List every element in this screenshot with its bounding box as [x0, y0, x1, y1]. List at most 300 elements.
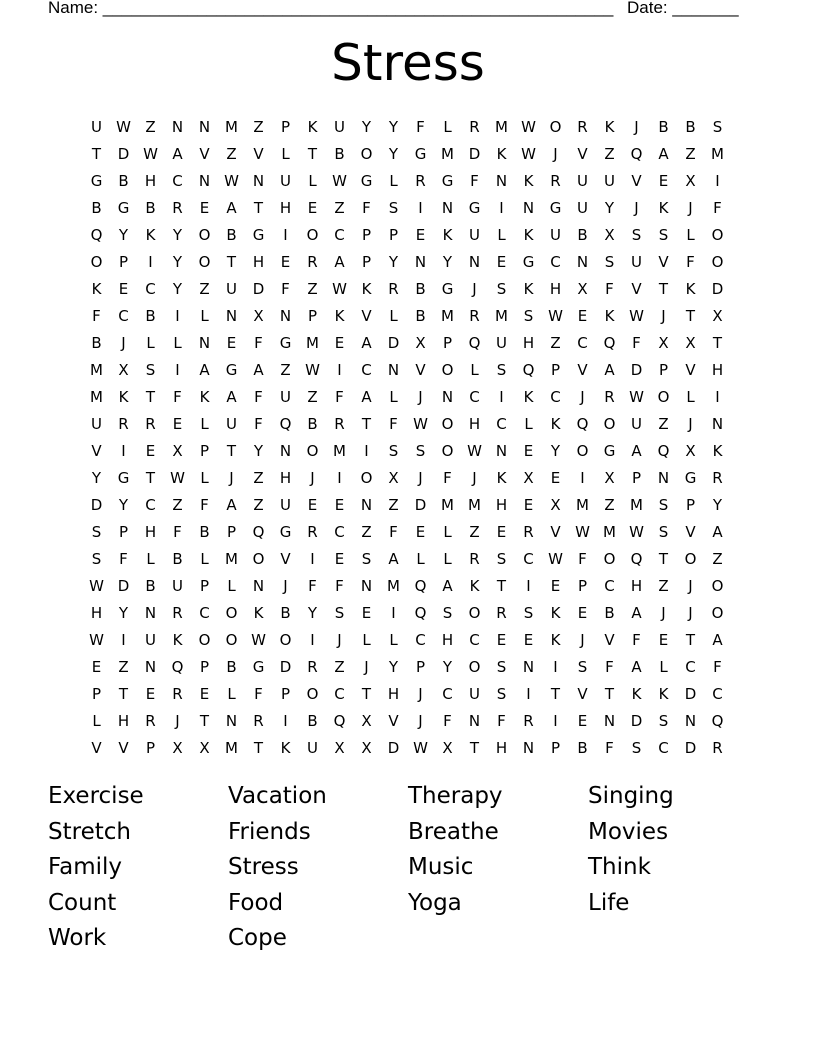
grid-letter[interactable]: I: [391, 603, 396, 622]
grid-letter[interactable]: V: [118, 738, 129, 757]
grid-letter[interactable]: N: [198, 333, 211, 352]
grid-letter[interactable]: J: [121, 333, 126, 352]
grid-letter[interactable]: X: [172, 441, 183, 460]
grid-letter[interactable]: N: [468, 252, 481, 271]
grid-letter[interactable]: Z: [469, 522, 480, 541]
grid-letter[interactable]: Z: [118, 657, 129, 676]
grid-letter[interactable]: L: [200, 549, 209, 568]
grid-letter[interactable]: L: [92, 711, 101, 730]
grid-letter[interactable]: Y: [550, 441, 561, 460]
grid-letter[interactable]: P: [145, 738, 156, 757]
grid-letter[interactable]: O: [684, 549, 697, 568]
grid-letter[interactable]: L: [443, 549, 452, 568]
grid-letter[interactable]: Q: [603, 333, 616, 352]
grid-letter[interactable]: K: [658, 198, 669, 217]
grid-letter[interactable]: Y: [172, 252, 183, 271]
grid-letter[interactable]: B: [577, 738, 588, 757]
grid-letter[interactable]: M: [495, 117, 508, 136]
grid-letter[interactable]: W: [467, 441, 482, 460]
grid-letter[interactable]: C: [199, 603, 210, 622]
grid-letter[interactable]: A: [226, 387, 237, 406]
grid-letter[interactable]: T: [361, 684, 372, 703]
grid-letter[interactable]: C: [118, 306, 129, 325]
grid-letter[interactable]: E: [280, 252, 291, 271]
grid-letter[interactable]: V: [91, 441, 102, 460]
grid-letter[interactable]: F: [308, 576, 317, 595]
grid-letter[interactable]: K: [523, 225, 534, 244]
grid-letter[interactable]: W: [521, 144, 536, 163]
grid-letter[interactable]: U: [226, 414, 237, 433]
grid-letter[interactable]: D: [279, 657, 292, 676]
grid-letter[interactable]: V: [280, 549, 291, 568]
grid-letter[interactable]: D: [117, 576, 130, 595]
grid-letter[interactable]: Y: [388, 144, 399, 163]
grid-letter[interactable]: E: [523, 495, 534, 514]
grid-letter[interactable]: F: [281, 279, 290, 298]
grid-letter[interactable]: G: [90, 171, 103, 190]
grid-letter[interactable]: I: [553, 657, 558, 676]
grid-letter[interactable]: O: [360, 468, 373, 487]
grid-letter[interactable]: P: [442, 333, 453, 352]
grid-letter[interactable]: P: [307, 306, 318, 325]
grid-letter[interactable]: P: [361, 252, 372, 271]
grid-letter[interactable]: X: [685, 171, 696, 190]
grid-letter[interactable]: G: [468, 198, 481, 217]
grid-letter[interactable]: W: [251, 630, 266, 649]
grid-letter[interactable]: N: [495, 171, 508, 190]
grid-letter[interactable]: S: [523, 603, 534, 622]
grid-letter[interactable]: Z: [550, 333, 561, 352]
grid-letter[interactable]: B: [226, 657, 237, 676]
grid-letter[interactable]: S: [631, 738, 642, 757]
grid-letter[interactable]: I: [148, 252, 153, 271]
grid-letter[interactable]: I: [283, 225, 288, 244]
grid-letter[interactable]: Y: [442, 252, 453, 271]
grid-letter[interactable]: P: [118, 522, 129, 541]
grid-letter[interactable]: F: [92, 306, 101, 325]
grid-letter[interactable]: N: [657, 468, 670, 487]
grid-letter[interactable]: S: [712, 117, 723, 136]
grid-letter[interactable]: E: [172, 414, 183, 433]
grid-letter[interactable]: N: [387, 360, 400, 379]
grid-letter[interactable]: B: [199, 522, 210, 541]
grid-letter[interactable]: K: [523, 387, 534, 406]
grid-letter[interactable]: A: [658, 144, 669, 163]
grid-letter[interactable]: L: [443, 117, 452, 136]
grid-letter[interactable]: D: [387, 333, 400, 352]
grid-letter[interactable]: N: [522, 657, 535, 676]
grid-letter[interactable]: P: [577, 576, 588, 595]
grid-letter[interactable]: I: [526, 684, 531, 703]
grid-letter[interactable]: I: [175, 360, 180, 379]
grid-letter[interactable]: A: [361, 333, 372, 352]
grid-letter[interactable]: I: [715, 171, 720, 190]
grid-letter[interactable]: S: [388, 441, 399, 460]
date-field-label[interactable]: Date: _______: [627, 0, 739, 17]
grid-letter[interactable]: B: [145, 198, 156, 217]
grid-letter[interactable]: Q: [333, 711, 346, 730]
grid-letter[interactable]: U: [577, 198, 588, 217]
grid-letter[interactable]: E: [361, 603, 372, 622]
grid-letter[interactable]: L: [389, 387, 398, 406]
grid-letter[interactable]: J: [661, 306, 666, 325]
grid-letter[interactable]: L: [416, 549, 425, 568]
grid-letter[interactable]: A: [253, 360, 264, 379]
grid-letter[interactable]: N: [414, 252, 427, 271]
grid-letter[interactable]: W: [629, 306, 644, 325]
grid-letter[interactable]: K: [550, 630, 561, 649]
grid-letter[interactable]: V: [577, 684, 588, 703]
grid-letter[interactable]: V: [415, 360, 426, 379]
grid-letter[interactable]: U: [91, 117, 102, 136]
grid-letter[interactable]: Z: [334, 657, 345, 676]
grid-letter[interactable]: F: [362, 198, 371, 217]
grid-letter[interactable]: P: [631, 468, 642, 487]
grid-letter[interactable]: O: [441, 360, 454, 379]
grid-letter[interactable]: U: [631, 414, 642, 433]
grid-letter[interactable]: A: [631, 441, 642, 460]
grid-letter[interactable]: A: [334, 252, 345, 271]
grid-letter[interactable]: F: [497, 711, 506, 730]
grid-letter[interactable]: Y: [361, 117, 372, 136]
grid-letter[interactable]: X: [604, 468, 615, 487]
grid-letter[interactable]: O: [441, 441, 454, 460]
grid-letter[interactable]: P: [361, 225, 372, 244]
grid-letter[interactable]: T: [226, 441, 237, 460]
grid-letter[interactable]: C: [496, 414, 507, 433]
grid-letter[interactable]: T: [550, 684, 561, 703]
grid-letter[interactable]: D: [684, 684, 697, 703]
grid-letter[interactable]: X: [118, 360, 129, 379]
grid-letter[interactable]: Y: [604, 198, 615, 217]
grid-letter[interactable]: Q: [468, 333, 481, 352]
grid-letter[interactable]: U: [496, 333, 507, 352]
grid-letter[interactable]: I: [418, 198, 423, 217]
grid-letter[interactable]: S: [658, 711, 669, 730]
grid-letter[interactable]: L: [686, 387, 695, 406]
grid-letter[interactable]: F: [713, 198, 722, 217]
grid-letter[interactable]: U: [226, 279, 237, 298]
grid-letter[interactable]: K: [496, 468, 507, 487]
grid-letter[interactable]: C: [604, 576, 615, 595]
grid-letter[interactable]: T: [361, 414, 372, 433]
grid-letter[interactable]: O: [279, 630, 292, 649]
grid-letter[interactable]: N: [441, 198, 454, 217]
grid-letter[interactable]: G: [252, 657, 265, 676]
grid-letter[interactable]: Z: [253, 495, 264, 514]
grid-letter[interactable]: U: [145, 630, 156, 649]
grid-letter[interactable]: W: [521, 117, 536, 136]
grid-letter[interactable]: R: [712, 738, 723, 757]
grid-letter[interactable]: F: [578, 549, 587, 568]
grid-letter[interactable]: E: [415, 225, 426, 244]
grid-letter[interactable]: B: [280, 603, 291, 622]
grid-letter[interactable]: O: [603, 414, 616, 433]
grid-letter[interactable]: L: [200, 414, 209, 433]
grid-letter[interactable]: S: [658, 225, 669, 244]
grid-letter[interactable]: Z: [604, 144, 615, 163]
grid-letter[interactable]: R: [550, 171, 561, 190]
grid-letter[interactable]: T: [469, 738, 480, 757]
grid-letter[interactable]: W: [89, 576, 104, 595]
grid-letter[interactable]: F: [443, 468, 452, 487]
grid-letter[interactable]: G: [414, 144, 427, 163]
grid-letter[interactable]: B: [145, 306, 156, 325]
grid-letter[interactable]: B: [118, 171, 129, 190]
grid-letter[interactable]: Z: [334, 198, 345, 217]
grid-letter[interactable]: X: [523, 468, 534, 487]
grid-letter[interactable]: W: [143, 144, 158, 163]
grid-letter[interactable]: H: [117, 711, 130, 730]
grid-letter[interactable]: C: [523, 549, 534, 568]
grid-letter[interactable]: O: [198, 252, 211, 271]
grid-letter[interactable]: A: [226, 495, 237, 514]
grid-letter[interactable]: L: [200, 468, 209, 487]
grid-letter[interactable]: H: [387, 684, 400, 703]
grid-letter[interactable]: H: [522, 333, 535, 352]
grid-letter[interactable]: W: [575, 522, 590, 541]
grid-letter[interactable]: C: [469, 630, 480, 649]
grid-letter[interactable]: R: [496, 603, 507, 622]
grid-letter[interactable]: N: [441, 387, 454, 406]
grid-letter[interactable]: R: [307, 522, 318, 541]
grid-letter[interactable]: X: [685, 441, 696, 460]
grid-letter[interactable]: I: [553, 711, 558, 730]
grid-letter[interactable]: L: [362, 630, 371, 649]
grid-letter[interactable]: I: [310, 549, 315, 568]
grid-letter[interactable]: H: [90, 603, 103, 622]
grid-letter[interactable]: S: [334, 603, 345, 622]
grid-letter[interactable]: O: [603, 549, 616, 568]
grid-letter[interactable]: E: [334, 333, 345, 352]
grid-letter[interactable]: Q: [252, 522, 265, 541]
grid-letter[interactable]: H: [279, 198, 292, 217]
grid-letter[interactable]: S: [145, 360, 156, 379]
grid-letter[interactable]: I: [121, 441, 126, 460]
grid-letter[interactable]: L: [200, 306, 209, 325]
grid-letter[interactable]: O: [576, 441, 589, 460]
grid-letter[interactable]: O: [711, 603, 724, 622]
grid-letter[interactable]: L: [389, 306, 398, 325]
grid-letter[interactable]: D: [90, 495, 103, 514]
grid-letter[interactable]: M: [441, 495, 454, 514]
grid-letter[interactable]: F: [200, 495, 209, 514]
grid-letter[interactable]: W: [548, 549, 563, 568]
grid-letter[interactable]: D: [630, 711, 643, 730]
grid-letter[interactable]: I: [580, 468, 585, 487]
grid-letter[interactable]: L: [497, 225, 506, 244]
grid-letter[interactable]: O: [549, 117, 562, 136]
grid-letter[interactable]: E: [550, 576, 561, 595]
grid-letter[interactable]: N: [279, 306, 292, 325]
grid-letter[interactable]: F: [632, 333, 641, 352]
grid-letter[interactable]: G: [441, 171, 454, 190]
grid-letter[interactable]: O: [306, 684, 319, 703]
grid-letter[interactable]: J: [688, 576, 693, 595]
grid-letter[interactable]: W: [305, 360, 320, 379]
grid-letter[interactable]: F: [686, 252, 695, 271]
grid-letter[interactable]: M: [225, 549, 238, 568]
grid-letter[interactable]: J: [688, 603, 693, 622]
grid-letter[interactable]: I: [499, 387, 504, 406]
grid-letter[interactable]: Q: [630, 549, 643, 568]
grid-letter[interactable]: J: [418, 684, 423, 703]
grid-letter[interactable]: Y: [442, 657, 453, 676]
grid-letter[interactable]: P: [388, 225, 399, 244]
grid-letter[interactable]: Y: [118, 603, 129, 622]
grid-letter[interactable]: B: [226, 225, 237, 244]
grid-letter[interactable]: J: [688, 198, 693, 217]
grid-letter[interactable]: M: [711, 144, 724, 163]
grid-letter[interactable]: C: [469, 387, 480, 406]
grid-letter[interactable]: L: [524, 414, 533, 433]
grid-letter[interactable]: X: [199, 738, 210, 757]
grid-letter[interactable]: T: [145, 468, 156, 487]
grid-letter[interactable]: F: [254, 333, 263, 352]
grid-letter[interactable]: D: [468, 144, 481, 163]
grid-letter[interactable]: K: [469, 576, 480, 595]
grid-letter[interactable]: O: [711, 225, 724, 244]
grid-letter[interactable]: X: [442, 738, 453, 757]
grid-letter[interactable]: I: [283, 711, 288, 730]
grid-letter[interactable]: L: [308, 171, 317, 190]
grid-letter[interactable]: K: [658, 684, 669, 703]
grid-letter[interactable]: O: [198, 225, 211, 244]
grid-letter[interactable]: M: [225, 738, 238, 757]
grid-letter[interactable]: K: [442, 225, 453, 244]
grid-letter[interactable]: Z: [361, 522, 372, 541]
grid-letter[interactable]: U: [631, 252, 642, 271]
grid-letter[interactable]: C: [145, 495, 156, 514]
grid-letter[interactable]: S: [91, 522, 102, 541]
grid-letter[interactable]: P: [199, 441, 210, 460]
grid-letter[interactable]: K: [685, 279, 696, 298]
grid-letter[interactable]: A: [712, 522, 723, 541]
grid-letter[interactable]: C: [334, 684, 345, 703]
grid-letter[interactable]: D: [117, 144, 130, 163]
grid-letter[interactable]: R: [604, 387, 615, 406]
grid-letter[interactable]: L: [443, 522, 452, 541]
grid-letter[interactable]: Y: [118, 225, 129, 244]
grid-letter[interactable]: N: [360, 576, 373, 595]
grid-letter[interactable]: K: [280, 738, 291, 757]
grid-letter[interactable]: J: [175, 711, 180, 730]
grid-letter[interactable]: Z: [685, 144, 696, 163]
grid-letter[interactable]: N: [360, 495, 373, 514]
grid-letter[interactable]: J: [553, 144, 558, 163]
grid-letter[interactable]: G: [603, 441, 616, 460]
grid-letter[interactable]: F: [254, 414, 263, 433]
grid-letter[interactable]: B: [604, 603, 615, 622]
grid-letter[interactable]: S: [658, 522, 669, 541]
grid-letter[interactable]: R: [307, 657, 318, 676]
grid-letter[interactable]: I: [337, 360, 342, 379]
grid-letter[interactable]: R: [145, 414, 156, 433]
grid-letter[interactable]: E: [91, 657, 102, 676]
grid-letter[interactable]: F: [173, 522, 182, 541]
grid-letter[interactable]: J: [310, 468, 315, 487]
grid-letter[interactable]: G: [684, 468, 697, 487]
grid-letter[interactable]: G: [549, 198, 562, 217]
grid-letter[interactable]: H: [144, 171, 157, 190]
grid-letter[interactable]: U: [91, 414, 102, 433]
grid-letter[interactable]: R: [307, 252, 318, 271]
grid-letter[interactable]: Z: [253, 117, 264, 136]
grid-letter[interactable]: Z: [280, 360, 291, 379]
grid-letter[interactable]: Q: [171, 657, 184, 676]
grid-letter[interactable]: O: [711, 252, 724, 271]
grid-letter[interactable]: V: [685, 522, 696, 541]
grid-letter[interactable]: B: [91, 198, 102, 217]
grid-letter[interactable]: A: [388, 549, 399, 568]
grid-letter[interactable]: C: [550, 387, 561, 406]
grid-letter[interactable]: H: [495, 738, 508, 757]
grid-letter[interactable]: B: [415, 306, 426, 325]
grid-letter[interactable]: R: [172, 684, 183, 703]
grid-letter[interactable]: R: [523, 711, 534, 730]
grid-letter[interactable]: I: [715, 387, 720, 406]
grid-letter[interactable]: T: [658, 549, 669, 568]
grid-letter[interactable]: F: [389, 414, 398, 433]
grid-letter[interactable]: X: [172, 738, 183, 757]
grid-letter[interactable]: S: [604, 252, 615, 271]
grid-letter[interactable]: T: [685, 306, 696, 325]
grid-letter[interactable]: K: [199, 387, 210, 406]
grid-letter[interactable]: R: [469, 549, 480, 568]
grid-letter[interactable]: X: [712, 306, 723, 325]
grid-letter[interactable]: E: [145, 441, 156, 460]
grid-letter[interactable]: F: [605, 738, 614, 757]
grid-letter[interactable]: A: [604, 360, 615, 379]
grid-letter[interactable]: N: [279, 441, 292, 460]
grid-letter[interactable]: X: [361, 711, 372, 730]
grid-letter[interactable]: W: [629, 522, 644, 541]
grid-letter[interactable]: F: [335, 576, 344, 595]
grid-letter[interactable]: L: [389, 630, 398, 649]
grid-letter[interactable]: H: [252, 252, 265, 271]
grid-letter[interactable]: E: [226, 333, 237, 352]
grid-letter[interactable]: X: [361, 738, 372, 757]
grid-letter[interactable]: K: [604, 117, 615, 136]
grid-letter[interactable]: S: [91, 549, 102, 568]
grid-letter[interactable]: J: [688, 414, 693, 433]
grid-letter[interactable]: O: [657, 387, 670, 406]
grid-letter[interactable]: O: [225, 630, 238, 649]
grid-letter[interactable]: M: [306, 333, 319, 352]
grid-letter[interactable]: U: [334, 117, 345, 136]
grid-letter[interactable]: Y: [388, 252, 399, 271]
grid-letter[interactable]: S: [442, 603, 453, 622]
grid-letter[interactable]: M: [90, 360, 103, 379]
grid-letter[interactable]: J: [472, 279, 477, 298]
grid-letter[interactable]: B: [334, 144, 345, 163]
grid-letter[interactable]: H: [144, 522, 157, 541]
grid-letter[interactable]: O: [225, 603, 238, 622]
grid-letter[interactable]: P: [550, 360, 561, 379]
grid-letter[interactable]: R: [334, 414, 345, 433]
grid-letter[interactable]: A: [712, 630, 723, 649]
grid-letter[interactable]: E: [577, 711, 588, 730]
grid-letter[interactable]: C: [361, 360, 372, 379]
grid-letter[interactable]: L: [227, 576, 236, 595]
grid-letter[interactable]: T: [226, 252, 237, 271]
grid-letter[interactable]: Z: [712, 549, 723, 568]
grid-letter[interactable]: R: [388, 279, 399, 298]
grid-letter[interactable]: F: [713, 657, 722, 676]
grid-letter[interactable]: I: [499, 198, 504, 217]
grid-letter[interactable]: J: [418, 711, 423, 730]
grid-letter[interactable]: U: [307, 738, 318, 757]
